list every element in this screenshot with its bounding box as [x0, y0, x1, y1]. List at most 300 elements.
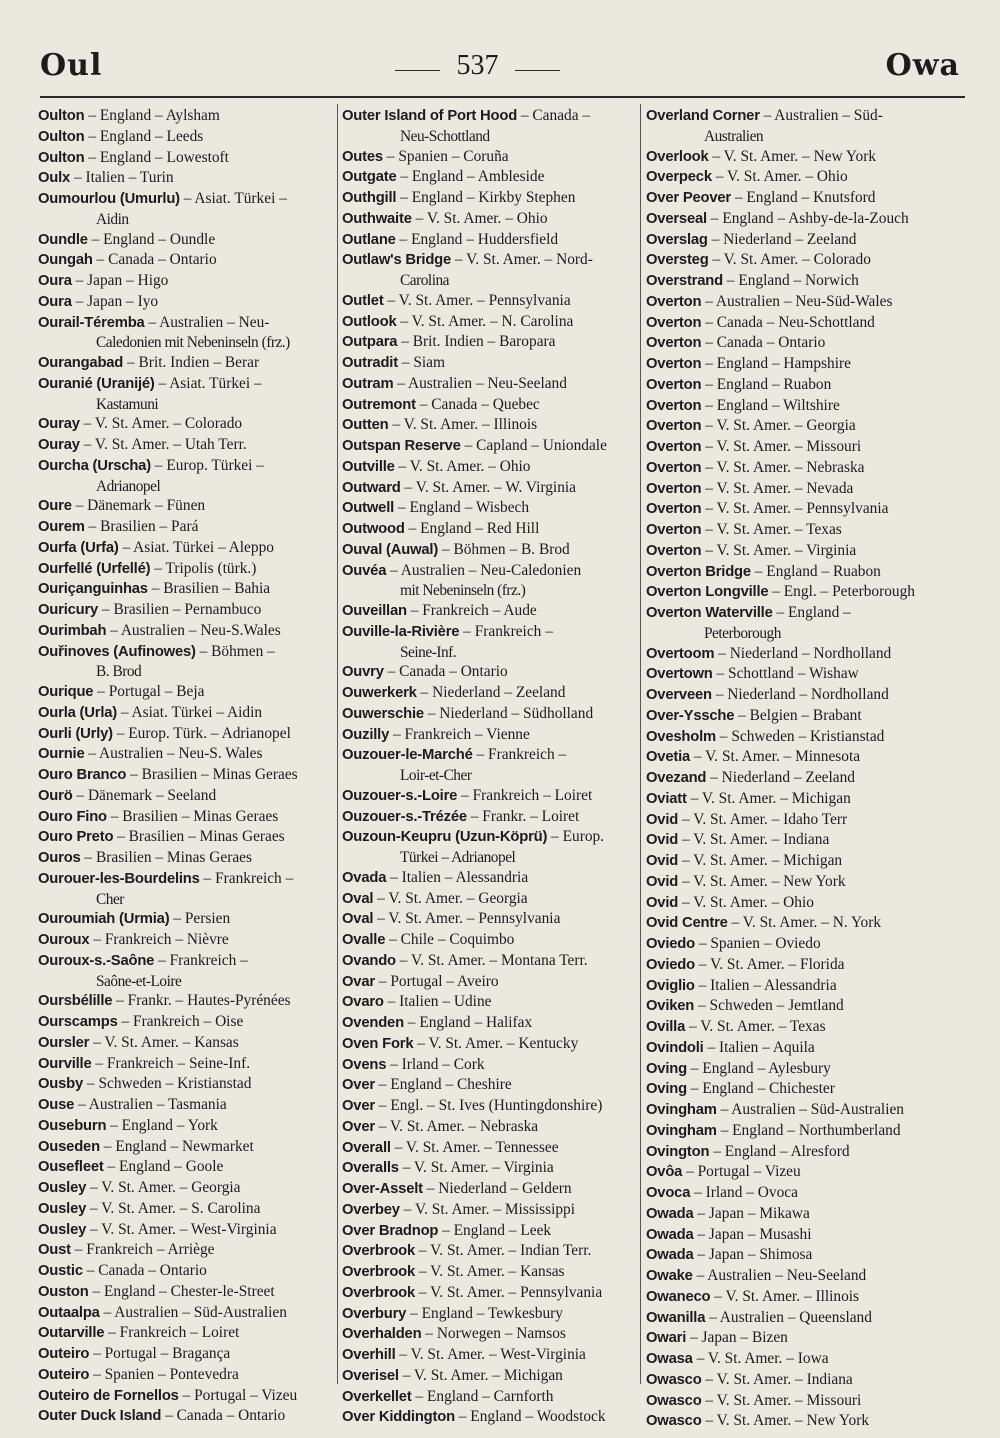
place-name: Ourangabad	[38, 355, 124, 371]
gazetteer-entry	[38, 1033, 334, 1054]
place-location: – Frankreich – Loiret	[457, 786, 593, 804]
place-name: Ouros	[38, 850, 81, 866]
gazetteer-entry	[646, 727, 942, 748]
gazetteer-entry	[342, 1179, 636, 1200]
place-name: Ovando	[342, 952, 396, 969]
place-name: Ovetia	[646, 749, 691, 766]
place-location: – Niederland – Geldern	[422, 1180, 572, 1197]
place-location: – England – Aylesbury	[686, 1059, 831, 1077]
place-name: Ouro Branco	[38, 767, 127, 783]
place-location: – England – Alresford	[709, 1142, 850, 1160]
place-name: Overpeck	[646, 169, 712, 186]
place-location: – Canada – Neu-Schottland	[701, 313, 875, 331]
place-name: Ourimbah	[38, 622, 107, 639]
place-name: Overton	[646, 397, 702, 414]
place-name: Oura	[38, 273, 72, 289]
gazetteer-entry	[38, 1157, 334, 1178]
place-name: Oversteg	[646, 252, 709, 269]
place-name: Ourcha (Urscha)	[38, 457, 151, 474]
gazetteer-entry	[38, 1199, 334, 1220]
place-location: – England – Chichester	[686, 1080, 835, 1098]
place-location: – England – Chester-le-Street	[88, 1282, 275, 1300]
place-location: – V. St. Amer. – Virginia	[701, 541, 857, 559]
place-name: Over	[342, 1118, 375, 1135]
place-location-continued: Saône-et-Loire	[96, 972, 182, 990]
place-location: – V. St. Amer. – Illinois	[710, 1287, 860, 1305]
place-name: Ourfa (Urfa)	[38, 539, 119, 556]
place-name: Ouzilly	[342, 726, 390, 743]
place-name: Outeiro	[38, 1366, 90, 1383]
place-location: – V. St. Amer. – Florida	[694, 955, 845, 973]
gazetteer-entry	[342, 250, 636, 291]
place-location: – V. St. Amer. – Texas	[685, 1018, 826, 1035]
gazetteer-entry	[646, 479, 942, 500]
place-location: – Europ. Türkei –	[150, 456, 264, 474]
gazetteer-entry	[38, 127, 334, 148]
place-location: – Frankreich – Arriège	[70, 1241, 215, 1259]
place-location: – V. St. Amer. – N. York	[727, 914, 882, 932]
gazetteer-entry	[38, 374, 334, 415]
place-location: – Portugal – Vizeu	[178, 1386, 298, 1404]
place-location-continued: B. Brod	[96, 663, 142, 681]
place-name: Outremont	[342, 396, 416, 413]
place-location: – Australien – Süd-Australien	[716, 1101, 904, 1118]
place-name: Ouzouer-le-Marché	[342, 747, 473, 764]
place-location: – Japan – Iyo	[71, 292, 159, 310]
gazetteer-entry	[38, 1240, 334, 1261]
place-name: Ouzouer-s.-Trézée	[342, 808, 467, 825]
place-location: – England – Huddersfield	[395, 230, 559, 248]
place-name: Ouro Preto	[38, 829, 114, 846]
gazetteer-entry	[38, 930, 334, 951]
place-name: Ovingham	[646, 1102, 717, 1118]
place-name: Overton	[646, 376, 702, 393]
place-location: – Spanien – Oviedo	[694, 935, 821, 952]
place-location: – V. St. Amer. – S. Carolina	[86, 1199, 261, 1217]
place-location: – England – Cheshire	[374, 1076, 512, 1094]
gazetteer-entry	[342, 992, 636, 1013]
place-location: – Brasilien – Minas Geraes	[80, 849, 252, 866]
place-name: Ouriçanguinhas	[38, 581, 148, 598]
gazetteer-entry	[38, 909, 334, 930]
place-name: Ovid	[646, 873, 679, 890]
gazetteer-entry	[646, 416, 942, 437]
place-name: Oumourlou (Umurlu)	[38, 191, 180, 207]
gazetteer-entry	[646, 582, 942, 603]
place-name: Ouroumiah (Urmia)	[38, 911, 170, 928]
place-location: – Persien	[169, 910, 231, 928]
place-location: – V. St. Amer. – Missouri	[701, 438, 862, 455]
place-name: Overton Waterville	[646, 605, 773, 621]
place-location: – Böhmen –	[195, 642, 275, 660]
place-name: Ouray	[38, 437, 80, 453]
place-location: – V. St. Amer. – Tennessee	[390, 1138, 559, 1156]
place-location: – Italien – Turin	[70, 169, 174, 187]
place-location: – V. St. Amer. – Texas	[701, 521, 842, 538]
place-location: – V. St. Amer. – Colorado	[708, 251, 871, 269]
gazetteer-entry	[38, 1344, 334, 1365]
place-name: Owari	[646, 1330, 687, 1347]
place-location: – V. St. Amer. – Indiana	[701, 1370, 853, 1388]
place-name: Oviken	[646, 998, 695, 1015]
gazetteer-column-3	[646, 106, 942, 1432]
gazetteer-entry	[342, 374, 636, 395]
place-name: Ourique	[38, 684, 94, 700]
place-name: Owada	[646, 1247, 694, 1264]
place-name: Ourö	[38, 787, 73, 804]
gazetteer-entry	[38, 168, 334, 189]
place-location: – V. St. Amer. – West-Virginia	[86, 1220, 277, 1238]
place-location: – Australien – Neu-Seeland	[692, 1267, 867, 1284]
gazetteer-entry	[646, 996, 942, 1017]
gazetteer-entry	[38, 682, 334, 703]
place-location: – Brasilien – Bahia	[147, 580, 271, 598]
gazetteer-entry	[646, 603, 942, 644]
place-location: – V. St. Amer. – Georgia	[86, 1179, 241, 1196]
place-name: Overalls	[342, 1160, 399, 1177]
place-location: – Niederland – Zeeland	[706, 769, 855, 786]
place-location: – Europ. Türk. – Adrianopel	[112, 724, 291, 742]
place-name: Ovid	[646, 832, 679, 849]
gazetteer-entry	[646, 375, 942, 396]
place-location: – England – Oundle	[87, 230, 216, 248]
place-location: – Portugal – Beja	[93, 683, 205, 700]
page-number-dash-right	[515, 70, 560, 71]
gazetteer-entry	[646, 872, 942, 893]
place-location: – England – Hampshire	[701, 355, 851, 372]
gazetteer-entry	[646, 499, 942, 520]
place-location: – England – Knutsford	[731, 189, 876, 206]
place-location: – V. St. Amer. – New York	[708, 147, 877, 165]
place-name: Ovington	[646, 1143, 710, 1160]
place-name: Owake	[646, 1268, 693, 1284]
place-location: – Niederland – Südholland	[423, 704, 594, 722]
place-name: Outeiro de Fornellos	[38, 1387, 179, 1404]
gazetteer-entry	[38, 1323, 334, 1344]
place-name: Ovid	[646, 853, 679, 869]
place-name: Ovid	[646, 894, 679, 911]
gazetteer-entry	[342, 1075, 636, 1096]
gazetteer-entry	[342, 1096, 636, 1117]
place-location: – V. St. Amer. – Michigan	[398, 1366, 563, 1384]
place-name: Oure	[38, 498, 72, 515]
gazetteer-entry	[342, 930, 636, 951]
gazetteer-entry	[646, 1204, 942, 1225]
place-location: – Brit. Indien – Baropara	[397, 333, 556, 351]
place-name: Oviglio	[646, 977, 695, 994]
gazetteer-entry	[342, 1034, 636, 1055]
place-name: Overton	[646, 439, 702, 455]
place-name: Outeiro	[38, 1346, 90, 1362]
place-location: – England – Halifax	[403, 1014, 533, 1031]
place-name: Ovalle	[342, 932, 386, 948]
place-location: – Spanien – Coruña	[382, 147, 509, 165]
place-location: – V. St. Amer. – Pennsylvania	[415, 1283, 603, 1301]
place-location: – Portugal – Aveiro	[374, 972, 499, 990]
place-name: Overbrook	[342, 1264, 416, 1280]
gazetteer-entry	[38, 1074, 334, 1095]
gazetteer-entry	[342, 807, 636, 828]
place-location-continued: Aidin	[96, 210, 129, 228]
place-name: Ouvéa	[342, 562, 387, 579]
gazetteer-entry	[646, 167, 942, 188]
place-location: – V. St. Amer. – Pennsylvania	[383, 291, 571, 309]
place-name: Ovôa	[646, 1164, 683, 1181]
place-name: Ovaro	[342, 994, 384, 1011]
gazetteer-entry	[38, 642, 334, 683]
place-name: Ouston	[38, 1283, 89, 1300]
place-name: Ouveillan	[342, 603, 407, 619]
place-name: Outgate	[342, 169, 397, 186]
place-name: Outlet	[342, 292, 384, 309]
gazetteer-entry	[342, 827, 636, 868]
place-name: Ouro Fino	[38, 808, 107, 825]
place-name: Owasa	[646, 1351, 693, 1367]
gazetteer-entry	[646, 188, 942, 209]
gazetteer-entry	[38, 703, 334, 724]
column-divider	[640, 104, 641, 1384]
gazetteer-entry	[38, 230, 334, 251]
gazetteer-entry	[342, 1283, 636, 1304]
place-location: – Chile – Coquimbo	[385, 931, 515, 948]
gazetteer-entry	[342, 1324, 636, 1345]
place-location: – V. St. Amer. – Georgia	[701, 417, 856, 435]
place-location: – England – York	[106, 1116, 218, 1134]
place-name: Overkellet	[342, 1388, 412, 1405]
place-location: – Niederland – Zeeland	[707, 230, 857, 248]
gazetteer-column-1	[38, 106, 334, 1427]
place-location: – V. St. Amer. – Indiana	[678, 831, 830, 849]
place-location: – Brit. Indien – Berar	[123, 354, 260, 371]
place-location: – Brasilien – Minas Geraes	[106, 807, 279, 825]
place-location: – Irland – Ovoca	[690, 1184, 798, 1201]
place-location: – V. St. Amer. – Indian Terr.	[415, 1242, 592, 1260]
place-location: – Japan – Mikawa	[693, 1204, 810, 1222]
place-location: – Böhmen – B. Brod	[438, 540, 570, 558]
place-location: – V. St. Amer. – Ohio	[394, 457, 531, 475]
gazetteer-entry	[646, 354, 942, 375]
gazetteer-entry	[342, 498, 636, 519]
gazetteer-entry	[38, 496, 334, 517]
place-location: – England – Goole	[103, 1158, 224, 1176]
place-name: Oungah	[38, 252, 93, 269]
place-name: Ourli (Urly)	[38, 725, 113, 742]
gazetteer-column-2	[342, 106, 636, 1428]
gazetteer-entry	[342, 1366, 636, 1387]
place-name: Outaalpa	[38, 1304, 100, 1321]
place-name: Ouroux	[38, 932, 90, 948]
place-name: Outer Duck Island	[38, 1408, 162, 1425]
place-location-continued: Adrianopel	[96, 477, 161, 495]
place-location: – V. St. Amer. – Pennsylvania	[701, 500, 889, 518]
gazetteer-entry	[646, 830, 942, 851]
place-location: – V. St. Amer. – Colorado	[79, 415, 243, 433]
gazetteer-entry	[38, 292, 334, 313]
gazetteer-entry	[646, 768, 942, 789]
place-location-continued: Peterborough	[704, 624, 781, 642]
place-name: Ouvry	[342, 664, 384, 681]
gazetteer-entry	[38, 414, 334, 435]
place-name: Ovada	[342, 869, 387, 886]
place-location: – England – Norwich	[722, 272, 859, 289]
place-location-continued: Neu-Schottland	[400, 127, 490, 145]
place-location: – V. St. Amer. – Ohio	[678, 893, 814, 911]
gazetteer-entry	[342, 1117, 636, 1138]
place-name: Oursler	[38, 1034, 90, 1051]
gazetteer-entry	[342, 704, 636, 725]
place-location: – Engl. – Peterborough	[768, 583, 916, 601]
gazetteer-entry	[342, 230, 636, 251]
gazetteer-entry	[342, 1013, 636, 1034]
place-location: – Japan – Musashi	[693, 1225, 812, 1243]
place-location: – V. St. Amer. – Nebraska	[701, 458, 865, 476]
gazetteer-entry	[342, 972, 636, 993]
place-name: Owasco	[646, 1371, 702, 1388]
place-location: – V. St. Amer. – West-Virginia	[395, 1346, 586, 1363]
gazetteer-entry	[646, 292, 942, 313]
place-location-continued: Seine-Inf.	[400, 643, 457, 661]
gazetteer-entry	[646, 1391, 942, 1412]
place-name: Owasco	[646, 1413, 702, 1430]
place-name: Ovingham	[646, 1122, 717, 1139]
place-name: Oviedo	[646, 956, 695, 973]
place-location: – V. St. Amer. – Kentucky	[413, 1034, 579, 1052]
place-location: – England – Woodstock	[454, 1408, 606, 1426]
gazetteer-entry	[646, 685, 942, 706]
gazetteer-entry	[646, 562, 942, 583]
place-location: – Italien – Udine	[383, 993, 492, 1011]
place-name: Ousley	[38, 1180, 87, 1196]
gazetteer-entry	[646, 893, 942, 914]
place-location: – Frankreich –	[459, 622, 553, 640]
gazetteer-entry	[646, 209, 942, 230]
place-location-continued: Türkei – Adrianopel	[400, 849, 516, 866]
place-name: Oving	[646, 1060, 687, 1077]
place-location: – Asiat. Türkei – Aidin	[117, 703, 263, 721]
gazetteer-entry	[38, 827, 334, 848]
place-location: – Capland – Uniondale	[460, 437, 607, 454]
gazetteer-entry	[646, 1079, 942, 1100]
place-location: – Schweden – Jemtland	[694, 997, 844, 1015]
place-name: Overland Corner	[646, 108, 760, 124]
gazetteer-entry	[342, 395, 636, 416]
place-location: – Niederland – Nordholland	[711, 686, 889, 703]
place-location: – V. St. Amer. – Ohio	[711, 168, 848, 186]
place-location: – Frankreich – Loiret	[104, 1324, 240, 1342]
place-location: – Portugal – Vizeu	[682, 1163, 801, 1181]
place-location: – England – Ruabon	[701, 375, 832, 393]
gazetteer-entry	[38, 106, 334, 127]
place-location-continued: Loir-et-Cher	[400, 767, 472, 784]
gazetteer-entry	[342, 353, 636, 374]
place-name: Overbrook	[342, 1243, 416, 1260]
gazetteer-entry	[38, 538, 334, 559]
place-name: Oulton	[38, 108, 85, 124]
place-name: Outes	[342, 148, 383, 165]
gazetteer-entry	[342, 291, 636, 312]
place-location: – Brasilien – Pará	[84, 518, 199, 535]
place-name: Outlane	[342, 231, 396, 248]
place-location: – V. St. Amer. – Missouri	[701, 1391, 862, 1409]
gazetteer-entry	[646, 271, 942, 292]
place-name: Oval	[342, 911, 374, 928]
gazetteer-entry	[342, 478, 636, 499]
place-location-continued: Cher	[96, 890, 124, 908]
place-location: – Schottland – Wishaw	[712, 665, 859, 683]
place-location: – Portugal – Bragança	[89, 1345, 231, 1362]
gazetteer-entry	[646, 1142, 942, 1163]
gazetteer-entry	[646, 706, 942, 727]
place-location: – Australien – Neu-	[144, 313, 270, 331]
place-name: Ourail-Téremba	[38, 314, 145, 331]
place-name: Overhill	[342, 1347, 396, 1363]
gazetteer-entry	[342, 1304, 636, 1325]
place-location: – Canada – Ontario	[383, 663, 508, 681]
place-location: – Europ.	[547, 828, 605, 846]
place-location: – V. St. Amer. – Mississippi	[399, 1200, 576, 1218]
place-location: – Dänemark – Seeland	[72, 786, 217, 804]
place-name: Ovid Centre	[646, 915, 728, 932]
gazetteer-entry	[38, 250, 334, 271]
place-name: Ouroux-s.-Saône	[38, 952, 155, 969]
place-name: Owaneco	[646, 1288, 711, 1305]
place-name: Ouricury	[38, 602, 99, 618]
place-location: – Engl. – St. Ives (Huntingdonshire)	[374, 1097, 603, 1114]
gazetteer-entry	[342, 1221, 636, 1242]
place-location: – Tripolis (türk.)	[150, 559, 257, 577]
place-location: – Frankreich – Aude	[406, 602, 537, 619]
place-location: – Japan – Bizen	[686, 1329, 788, 1347]
place-location: – Canada –	[517, 107, 591, 124]
place-name: Outlaw's Bridge	[342, 252, 452, 269]
place-location: – V. St. Amer. – Georgia	[373, 889, 528, 907]
gazetteer-entry	[646, 230, 942, 251]
gazetteer-entry	[38, 517, 334, 538]
gazetteer-entry	[646, 1017, 942, 1038]
gazetteer-entry	[646, 520, 942, 541]
place-location: – Japan – Shimosa	[693, 1246, 813, 1264]
place-name: Outhwaite	[342, 210, 412, 227]
place-location: – Norwegen – Namsos	[421, 1325, 566, 1343]
page-number-dash-left	[395, 70, 440, 71]
gazetteer-entry	[38, 1406, 334, 1427]
place-name: Owasco	[646, 1392, 702, 1409]
gazetteer-entry	[38, 559, 334, 580]
place-location: – Frankreich – Vienne	[389, 725, 530, 743]
place-name: Overlook	[646, 148, 709, 165]
place-location: – V. St. Amer. – Illinois	[388, 416, 538, 434]
gazetteer-entry	[646, 1308, 942, 1329]
place-name: Overton Longville	[646, 584, 769, 601]
place-location: – V. St. Amer. – N. Carolina	[396, 312, 574, 330]
gazetteer-entry	[646, 934, 942, 955]
running-head-left: Oul	[40, 48, 103, 83]
gazetteer-entry	[646, 1328, 942, 1349]
place-location: – England – Leek	[438, 1221, 552, 1239]
place-location: – Schweden – Kristianstad	[83, 1075, 252, 1093]
running-head-right: Owa	[885, 48, 960, 83]
place-name: Ovilla	[646, 1019, 686, 1035]
gazetteer-entry	[342, 889, 636, 910]
place-location: – Australien – Neu-S. Wales	[84, 745, 263, 763]
place-name: Ouřinoves (Aufinowes)	[38, 643, 196, 660]
place-name: Ourfellé (Urfellé)	[38, 560, 151, 577]
gazetteer-entry	[38, 1386, 334, 1407]
place-location: – Irland – Cork	[386, 1055, 485, 1073]
place-location: – England –	[772, 604, 851, 621]
gazetteer-entry	[342, 683, 636, 704]
gazetteer-entry	[38, 621, 334, 642]
